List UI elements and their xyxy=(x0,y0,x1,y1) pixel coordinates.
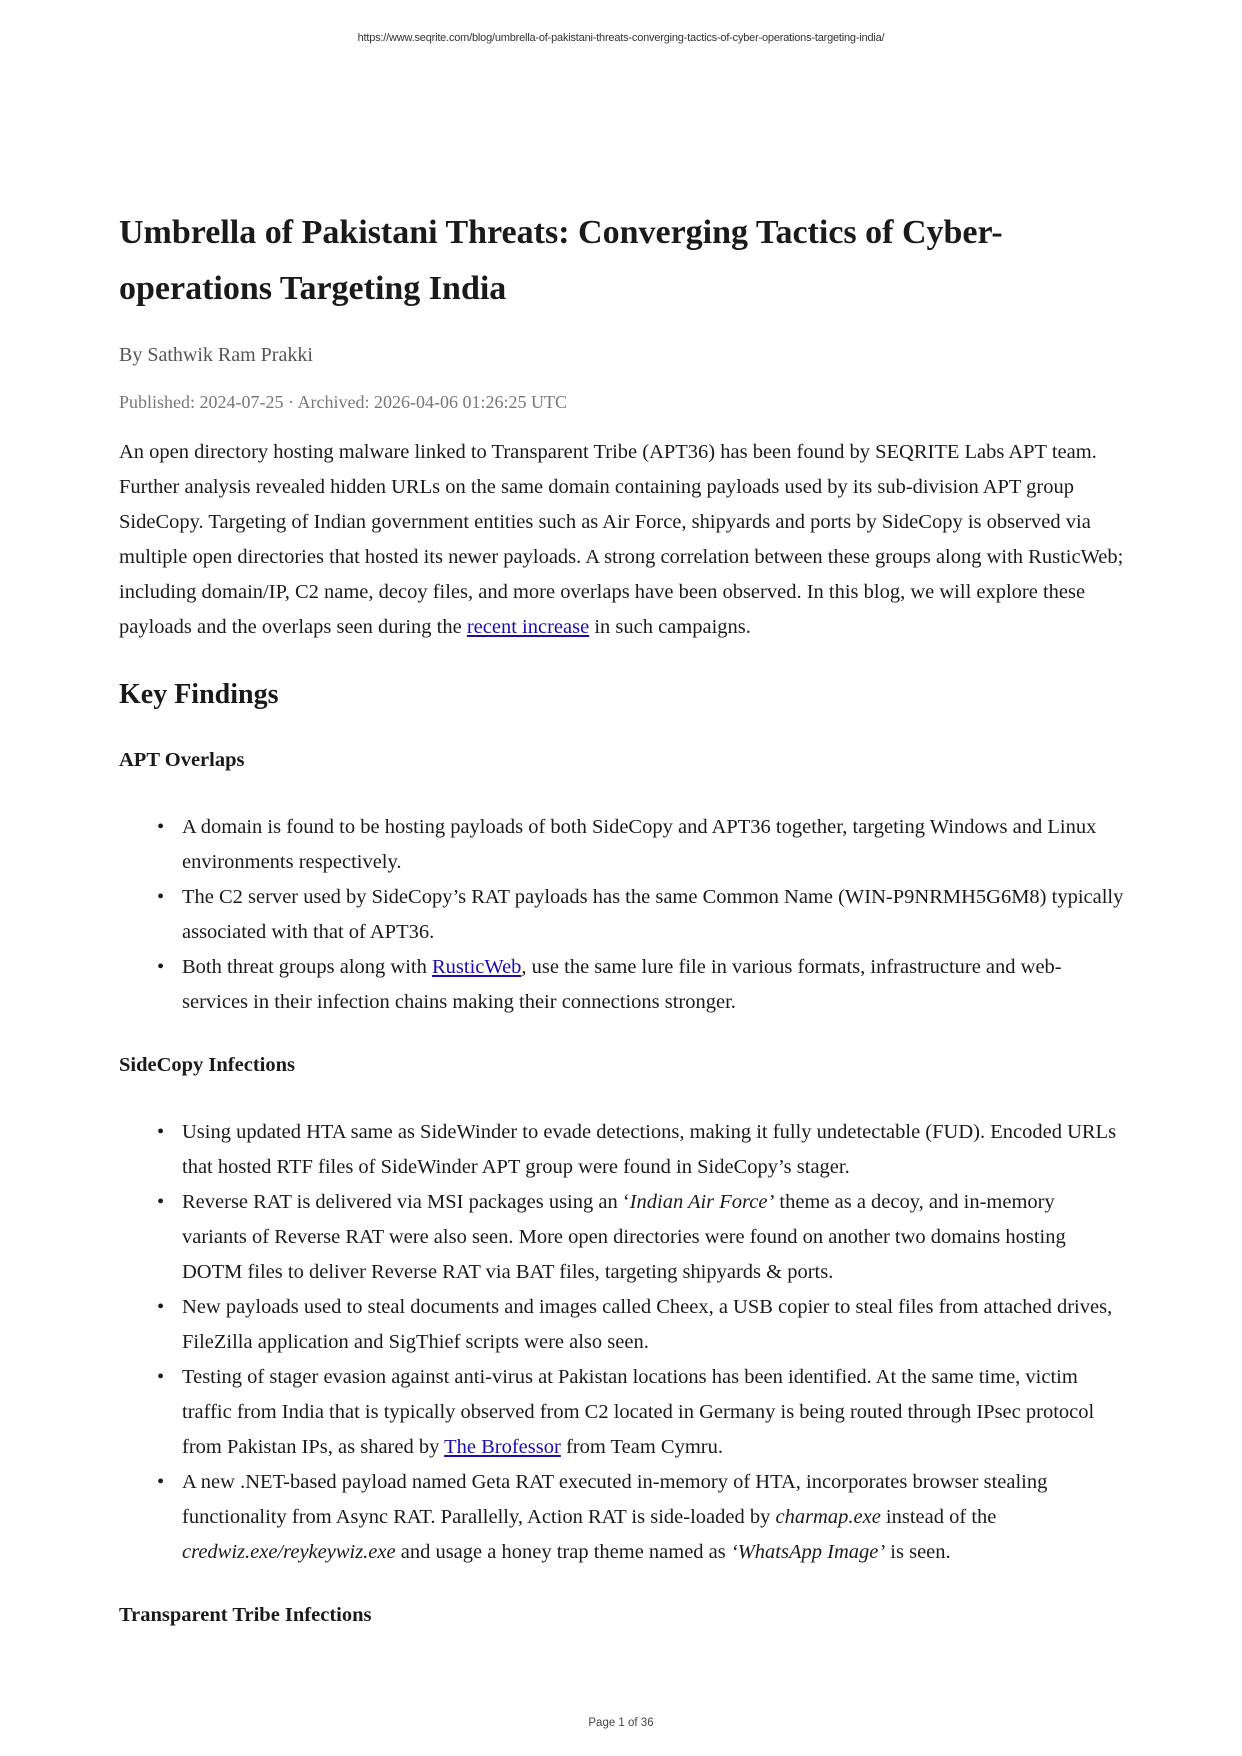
list-item-text: instead of the xyxy=(880,1506,997,1528)
recent-increase-link[interactable]: recent increase xyxy=(466,616,590,638)
list-item-text: Reverse RAT is delivered via MSI packages using an ‘ xyxy=(182,1191,630,1213)
list-item xyxy=(182,1360,1124,1465)
list-item-text: from Team Cymru. xyxy=(560,1436,723,1458)
list-item-italic: ‘WhatsApp Image’ xyxy=(730,1541,886,1563)
article-title: Umbrella of Pakistani Threats: Converging Tactics of Cyber-operations Targeting India xyxy=(119,214,1003,307)
page-number: Page 1 of 36 xyxy=(588,1717,654,1729)
intro-text-end: in such campaigns. xyxy=(589,616,751,638)
list-item xyxy=(182,950,1124,1020)
list-item-text: Both threat groups along with xyxy=(182,956,432,978)
list-item-text: A new .NET-based payload named Geta RAT executed in-memory of HTA, incorporates browser stealing functionality from Async RAT. Parallelly, Action RAT is side-loaded by xyxy=(182,1471,1048,1528)
list-item-italic: charmap.exe xyxy=(775,1506,881,1528)
list-item: • A domain is found to be hosting payloads of both SideCopy and APT36 together, targeting Windows and Linux environments respectively. xyxy=(182,810,1124,880)
list-item-text: and usage a honey trap theme named as xyxy=(395,1541,731,1563)
article xyxy=(119,205,1124,1630)
author-byline: By Sathwik Ram Prakki xyxy=(119,344,313,366)
list-item-text: theme as a decoy, and in-memory variants of Reverse RAT were also seen. More open directories were found on another two domains hosting DOTM files to deliver Reverse RAT via BAT files, targeting shipyards & ports. xyxy=(182,1191,1066,1283)
page-url-header: https://www.seqrite.com/blog/umbrella-of-pakistani-threats-converging-tactics-of-cyber-operations-targeting-india/ xyxy=(357,32,885,44)
sidecopy-infections-heading: SideCopy Infections xyxy=(119,1054,295,1076)
rusticweb-link[interactable]: RusticWeb xyxy=(431,956,522,978)
list-item: • New payloads used to steal documents and images called Cheex, a USB copier to steal files from attached drives, FileZilla application and SigThief scripts were also seen. xyxy=(182,1290,1124,1360)
list-item-text: , use the same lure file in various formats, infrastructure and web-services in their infection chains making their connections stronger. xyxy=(182,956,1062,1013)
list-item-text: Testing of stager evasion against anti-virus at Pakistan locations has been identified. At the same time, victim traffic from India that is typically observed from C2 located in Germany is being routed through IPsec protocol from Pakistan IPs, as shared by xyxy=(182,1366,1095,1458)
list-item-italic: credwiz.exe/reykeywiz.exe xyxy=(182,1541,396,1563)
transparent-tribe-heading: Transparent Tribe Infections xyxy=(119,1604,372,1626)
publish-meta: Published: 2024-07-25 · Archived: 2026-04-06 01:26:25 UTC xyxy=(119,392,567,412)
list-item xyxy=(182,1465,1124,1570)
key-findings-heading: Key Findings xyxy=(119,679,279,710)
list-item: • Using updated HTA same as SideWinder to evade detections, making it fully undetectable (FUD). Encoded URLs that hosted RTF files of SideWinder APT group were found in SideCopy’s stager. xyxy=(182,1115,1124,1185)
sidecopy-infections-list xyxy=(119,1115,1124,1570)
brofessor-link[interactable]: The Brofessor xyxy=(444,1436,561,1458)
intro-text: An open directory hosting malware linked to Transparent Tribe (APT36) has been found by SEQRITE Labs APT team. Further analysis revealed hidden URLs on the same domain containing payloads used by its sub-division APT group SideCopy. Targeting of Indian government entities such as Air Force, shipyards and ports by SideCopy is observed via multiple open directories that hosted its newer payloads. A strong correlation between these groups along with RusticWeb; including domain/IP, C2 name, decoy files, and more overlaps have been observed. In this blog, we will explore these payloads and the overlaps seen during the xyxy=(119,441,1124,638)
apt-overlaps-list xyxy=(119,810,1124,1020)
list-item-text: is seen. xyxy=(885,1541,951,1563)
list-item-italic: Indian Air Force’ xyxy=(629,1191,775,1213)
intro-paragraph xyxy=(119,435,1124,645)
list-item xyxy=(182,1185,1124,1290)
apt-overlaps-heading: APT Overlaps xyxy=(119,749,245,771)
list-item: • The C2 server used by SideCopy’s RAT payloads has the same Common Name (WIN-P9NRMH5G6M8) typically associated with that of APT36. xyxy=(182,880,1124,950)
